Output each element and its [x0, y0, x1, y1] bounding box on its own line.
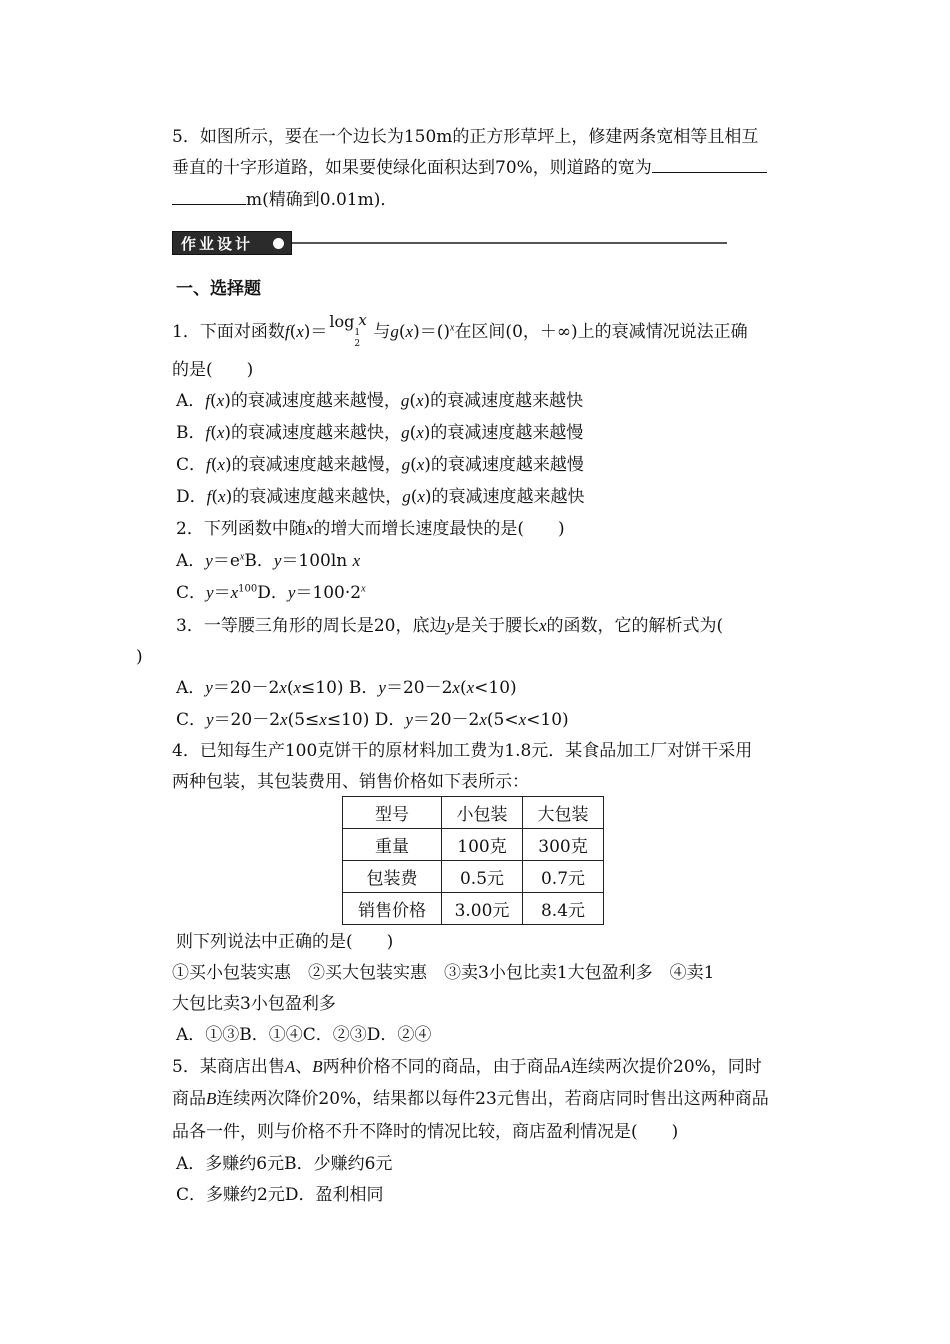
opt-d: ≤10) D． — [326, 710, 406, 730]
prev-question-5-line2 — [172, 156, 767, 180]
q1-x: x — [296, 322, 304, 341]
opt-y: y — [206, 710, 214, 729]
opt-a: C． — [176, 710, 207, 730]
log-base-denominator: 2 — [354, 339, 361, 349]
prev-question-5-line1: 5．如图所示，要在一个边长为150m的正方形草坪上，修建两条宽相等且相互 — [172, 127, 759, 147]
opt-x2: x — [415, 391, 424, 410]
table-cell: 包装费 — [343, 861, 442, 893]
q3-text-a: 3．一等腰三角形的周长是20，底边 — [176, 616, 447, 636]
q5-options-ab: A．多赚约6元B．少赚约6元 — [176, 1154, 393, 1174]
opt-d: ≤10) B． — [301, 678, 379, 698]
q5-B2: B — [206, 1089, 217, 1108]
table-row — [343, 797, 604, 829]
opt-y2: y — [273, 551, 282, 570]
banner-divider — [292, 242, 727, 244]
q4-after-line3: 大包比卖3小包盈利多 — [172, 994, 336, 1014]
prev-question-5-line3 — [172, 188, 397, 212]
opt-c: ( — [286, 678, 294, 698]
opt-b: ＝20－2 — [212, 678, 280, 698]
opt-f: f — [206, 487, 212, 506]
opt-exp: x — [239, 551, 245, 563]
opt-x: x — [352, 551, 361, 570]
table-cell: 小包装 — [442, 797, 523, 829]
prev-question-5-suffix: m(精确到0.01m)． — [246, 190, 398, 210]
q1-option-b: B．f(x)的衰减速度越来越快，g(x)的衰减速度越来越慢 — [176, 423, 584, 443]
q3-text-b: 是关于腰长 — [454, 616, 539, 636]
option-label: A． — [176, 391, 206, 411]
opt-x: x — [216, 423, 225, 442]
log-argument: x — [358, 311, 367, 329]
opt-mid: )的衰减速度越来越慢， — [224, 391, 401, 411]
prev-question-5-text: 垂直的十字形道路，如果要使绿化面积达到70%，则道路的宽为 — [172, 158, 652, 178]
q5-stem-line2 — [172, 1087, 769, 1111]
q1-exponent: x — [449, 322, 455, 334]
opt-c: D． — [257, 583, 288, 603]
q5-A: A — [284, 1057, 296, 1076]
opt-end: )的衰减速度越来越快 — [423, 391, 584, 411]
q4-after-line2: ①买小包装实惠 ②买大包装实惠 ③卖3小包比卖1大包盈利多 ④卖1 — [172, 963, 715, 983]
q1-text-f: )＝() — [413, 322, 450, 342]
q4-after-line1: 则下列说法中正确的是( ) — [176, 932, 394, 952]
opt-x4: x — [466, 678, 475, 697]
q3-stem-line2: ) — [136, 647, 143, 667]
q2-x: x — [305, 519, 314, 538]
q1-stem-line2: 的是( ) — [172, 360, 254, 380]
opt-g: <10) — [526, 710, 569, 730]
opt-b: ＝20－2 — [213, 710, 281, 730]
q2-options-cd — [176, 581, 366, 605]
q5-text-c: 两种价格不同的商品，由于商品 — [322, 1057, 561, 1077]
opt-d: ＝100·2 — [295, 583, 362, 603]
opt-a: A． — [176, 551, 206, 571]
q3-text-c: 的函数，它的解析式为( — [546, 616, 724, 636]
table-row — [343, 861, 604, 893]
opt-x2: x — [416, 455, 425, 474]
opt-f: f — [205, 423, 211, 442]
opt-f: (5< — [486, 710, 519, 730]
q1-g: g — [390, 322, 399, 341]
opt-exp2: x — [361, 583, 366, 595]
opt-mid: )的衰减速度越来越快， — [225, 487, 403, 507]
opt-x3: x — [452, 678, 460, 697]
q3-y: y — [446, 616, 454, 635]
q5-text-e: 商品 — [172, 1089, 206, 1109]
q5-text-d: 连续两次提价20%，同时 — [571, 1057, 762, 1077]
answer-blank — [652, 156, 767, 173]
opt-x: x — [218, 487, 226, 506]
opt-x: x — [230, 583, 239, 602]
opt-y: y — [205, 678, 213, 697]
q1-option-d: D．f(x)的衰减速度越来越快，g(x)的衰减速度越来越快 — [176, 487, 585, 507]
q5-text-f: 连续两次降价20%，结果都以每件23元售出，若商店同时售出这两种商品 — [216, 1089, 769, 1109]
bullet-circle-icon — [273, 238, 284, 249]
table-cell: 8.4元 — [523, 893, 604, 925]
q2-text-b: 的增大而增长速度最快的是( ) — [313, 519, 565, 539]
table-cell: 重量 — [343, 829, 442, 861]
q1-text-c: )＝ — [303, 322, 328, 342]
log-base-numerator: 1 — [354, 328, 361, 338]
opt-f: ( — [459, 678, 467, 698]
q5-A2: A — [560, 1057, 571, 1076]
q5-options-cd: C．多赚约2元D．盈利相同 — [176, 1185, 384, 1205]
q5-stem-line3: 品各一件，则与价格不升不降时的情况比较，商店盈利情况是( ) — [172, 1122, 679, 1142]
q2-text-a: 2．下列函数中随 — [176, 519, 306, 539]
opt-y: y — [205, 551, 213, 570]
q2-options-ab — [176, 549, 360, 573]
q3-stem — [176, 614, 723, 638]
opt-y2: y — [405, 710, 413, 729]
table-row — [343, 893, 604, 925]
opt-g: <10) — [474, 678, 517, 698]
table-cell: 0.7元 — [523, 861, 604, 893]
opt-g: g — [400, 391, 410, 410]
opt-g: g — [401, 455, 411, 474]
opt-x: x — [279, 678, 287, 697]
section-title: 一、选择题 — [176, 279, 261, 299]
packaging-table — [342, 796, 604, 925]
opt-x3: x — [479, 710, 487, 729]
q3-options-ab — [176, 676, 517, 700]
log-expression — [327, 311, 373, 349]
answer-blank-continued — [172, 188, 246, 205]
table-cell: 销售价格 — [343, 893, 442, 925]
opt-c: (5≤ — [287, 710, 320, 730]
opt-mid: )的衰减速度越来越慢， — [224, 455, 402, 475]
option-label: B． — [176, 423, 206, 443]
opt-end: )的衰减速度越来越慢 — [423, 423, 584, 443]
opt-x: x — [280, 710, 288, 729]
opt-b: ＝e — [212, 551, 240, 571]
opt-f: f — [205, 391, 211, 410]
q2-stem — [176, 517, 565, 541]
opt-a: A． — [176, 678, 206, 698]
opt-exp: 100 — [238, 583, 258, 595]
opt-x2: x — [319, 710, 327, 729]
opt-g: g — [401, 423, 410, 442]
opt-y: y — [206, 583, 214, 602]
q5-text-a: 5．某商店出售 — [172, 1057, 285, 1077]
q4-options: A．①③B．①④C．②③D．②④ — [176, 1025, 432, 1045]
q1-text-d: 与 — [373, 322, 391, 342]
opt-x4: x — [518, 710, 527, 729]
table-cell: 300克 — [523, 829, 604, 861]
q3-x: x — [539, 616, 547, 635]
q1-option-c: C．f(x)的衰减速度越来越慢，g(x)的衰减速度越来越慢 — [176, 455, 584, 475]
table-cell: 100克 — [442, 829, 523, 861]
opt-mid: )的衰减速度越来越快， — [224, 423, 402, 443]
q1-f: f — [284, 322, 290, 341]
table-cell: 3.00元 — [442, 893, 523, 925]
opt-g: g — [402, 487, 411, 506]
table-cell: 大包装 — [523, 797, 604, 829]
opt-x: x — [217, 455, 225, 474]
q1-text-e: ( — [398, 322, 406, 342]
opt-end: )的衰减速度越来越慢 — [424, 455, 584, 475]
option-label: D． — [176, 487, 207, 507]
log-word: log — [329, 312, 355, 331]
q1-text-a: 1．下面对函数 — [172, 322, 285, 342]
option-label: C． — [176, 455, 207, 475]
opt-x2: x — [416, 423, 424, 442]
q4-stem-line2: 两种包装，其包装费用、销售价格如下表所示： — [172, 772, 529, 792]
q3-options-cd — [176, 708, 569, 732]
opt-x: x — [216, 391, 225, 410]
opt-c: B． — [244, 551, 274, 571]
table-cell: 0.5元 — [442, 861, 523, 893]
q1-text-b: ( — [289, 322, 297, 342]
q4-stem-line1: 4．已知每生产100克饼干的原材料加工费为1.8元．某食品加工厂对饼干采用 — [172, 741, 753, 761]
q1-x2: x — [405, 322, 414, 341]
opt-e: ＝20－2 — [385, 678, 453, 698]
q5-text-b: 、 — [295, 1057, 313, 1077]
opt-end: )的衰减速度越来越快 — [424, 487, 585, 507]
opt-f: f — [206, 455, 211, 474]
q1-option-a: A．f(x)的衰减速度越来越慢，g(x)的衰减速度越来越快 — [176, 391, 584, 411]
table-cell: 型号 — [343, 797, 442, 829]
opt-y2: y — [287, 583, 296, 602]
opt-d: ＝100ln — [281, 551, 353, 571]
q5-stem-line1 — [172, 1055, 762, 1079]
opt-a: C． — [176, 583, 207, 603]
q5-B: B — [312, 1057, 323, 1076]
q1-text-g: 在区间(0，＋∞)上的衰减情况说法正确 — [454, 322, 748, 342]
opt-x2: x — [293, 678, 302, 697]
q1-stem-line1 — [172, 311, 748, 349]
banner-title: 作业设计 — [181, 235, 254, 253]
opt-b: ＝ — [213, 583, 231, 603]
opt-y2: y — [378, 678, 386, 697]
table-row — [343, 829, 604, 861]
opt-e: ＝20－2 — [412, 710, 480, 730]
opt-x2: x — [417, 487, 425, 506]
